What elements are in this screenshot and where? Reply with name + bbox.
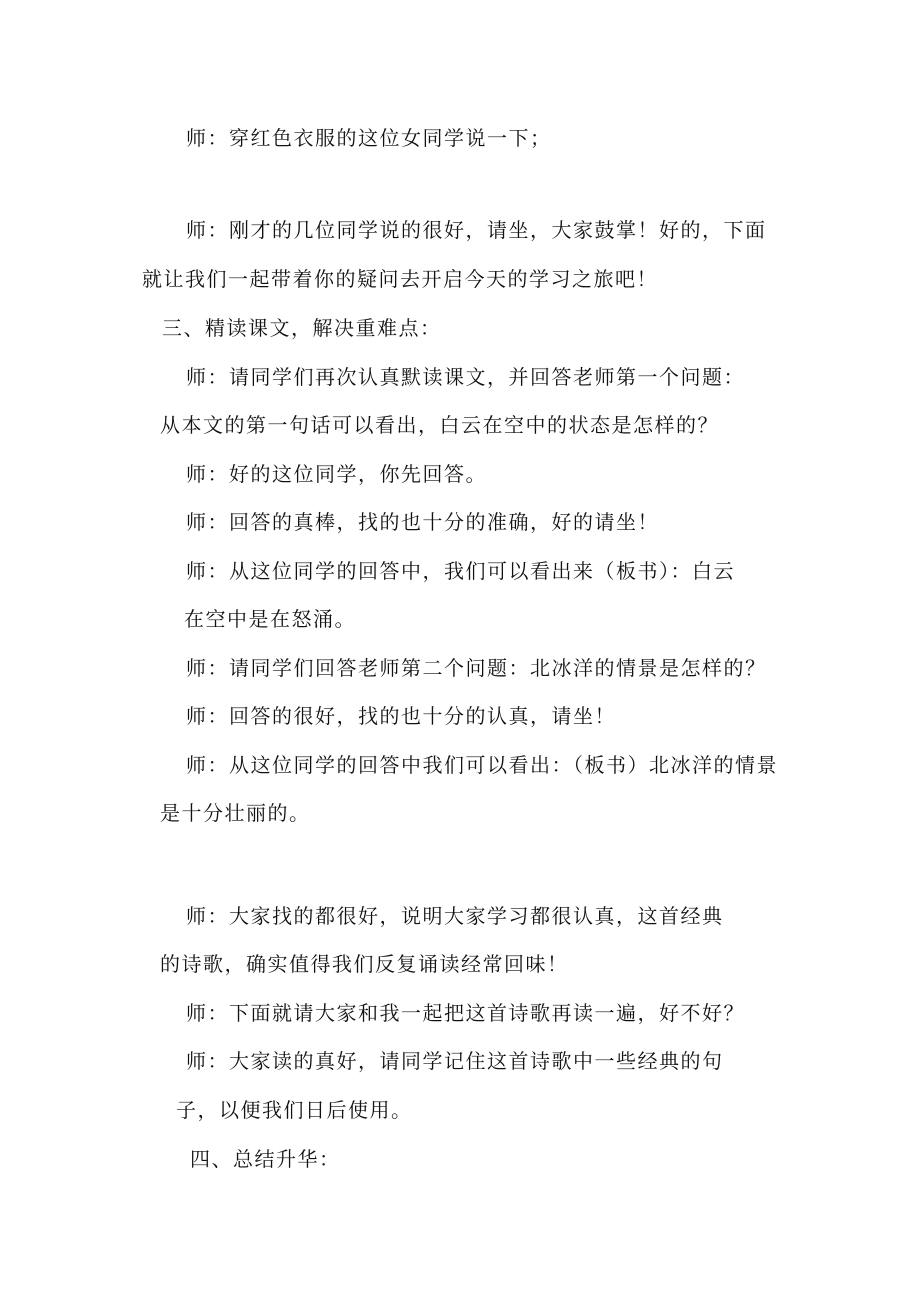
- text-line-18: 师：大家读的真好，请同学记住这首诗歌中一些经典的句: [186, 1049, 724, 1073]
- text-line-6: 从本文的第一句话可以看出，白云在空中的状态是怎样的？: [160, 413, 719, 437]
- text-line-19: 子，以便我们日后使用。: [176, 1098, 413, 1122]
- text-line-14: 是十分壮丽的。: [160, 801, 311, 825]
- text-line-12: 师：回答的很好，找的也十分的认真，请坐！: [186, 704, 616, 728]
- text-line-15: 师：大家找的都很好，说明大家学习都很认真，这首经典: [186, 904, 724, 928]
- text-line-16: 的诗歌，确实值得我们反复诵读经常回味！: [160, 952, 569, 976]
- section-heading-4: 四、总结升华：: [190, 1147, 341, 1171]
- section-heading-3: 三、精读课文，解决重难点：: [162, 316, 442, 340]
- text-line-5: 师：请同学们再次认真默读课文，并回答老师第一个问题：: [186, 365, 745, 389]
- text-line-13: 师：从这位同学的回答中我们可以看出：（板书）北冰洋的情景: [186, 753, 778, 777]
- text-line-10: 在空中是在怒涌。: [184, 607, 356, 631]
- text-line-1: 师：穿红色衣服的这位女同学说一下；: [186, 126, 552, 150]
- text-line-8: 师：回答的真棒，找的也十分的准确，好的请坐！: [186, 510, 659, 534]
- text-line-2: 师：刚才的几位同学说的很好，请坐，大家鼓掌！好的，下面: [186, 218, 767, 242]
- text-line-11: 师：请同学们回答老师第二个问题：北冰洋的情景是怎样的？: [186, 656, 767, 680]
- text-line-7: 师：好的这位同学，你先回答。: [186, 462, 487, 486]
- text-line-9: 师：从这位同学的回答中，我们可以看出来（板书）：白云: [186, 559, 735, 583]
- text-line-17: 师：下面就请大家和我一起把这首诗歌再读一遍，好不好？: [186, 1001, 745, 1025]
- text-line-3: 就让我们一起带着你的疑问去开启今天的学习之旅吧！: [142, 267, 658, 291]
